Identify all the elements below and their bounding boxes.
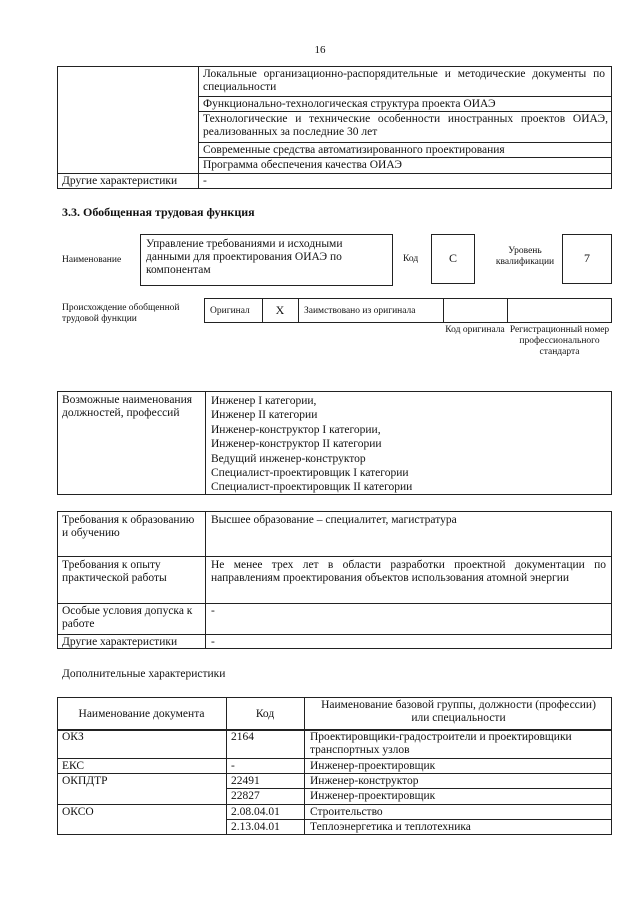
- reg-number-caption: Регистрационный номер профессионального стандарта: [509, 325, 610, 357]
- table-row-name: Инженер-проектировщик: [310, 790, 436, 802]
- position-item: Инженер II категории: [211, 409, 318, 422]
- original-mark: X: [275, 303, 285, 317]
- origin-label: Происхождение обобщенной трудовой функции: [62, 303, 180, 324]
- position-item: Инженер I категории,: [211, 395, 317, 407]
- table-row-code: 2.13.04.01: [231, 821, 280, 833]
- name-label: Наименование: [62, 255, 122, 265]
- table-row-code: 22827: [231, 790, 260, 802]
- position-item: Инженер-конструктор II категории: [211, 438, 382, 451]
- col-header-doc: Наименование документа: [78, 708, 205, 720]
- table-row-code: 2164: [231, 731, 254, 743]
- top-other-label: Другие характеристики: [62, 175, 178, 187]
- level-value: 7: [584, 251, 590, 265]
- additional-title: Дополнительные характеристики: [62, 668, 226, 680]
- col-header-name: Наименование базовой группы, должности (профессии) или специальности: [321, 699, 596, 724]
- position-item: Специалист-проектировщик I категории: [211, 467, 409, 480]
- position-item: Инженер-конструктор I категории,: [211, 423, 381, 436]
- table-row-name: Инженер-проектировщик: [310, 760, 436, 772]
- table-row-doc: ОКПДТР: [62, 775, 108, 787]
- req-other-value: -: [211, 636, 215, 648]
- table-row-code: 2.08.04.01: [231, 806, 280, 818]
- col-header-code: Код: [255, 708, 275, 720]
- positions-label: Возможные наименования должностей, профессий: [62, 394, 193, 419]
- req-education-value: Высшее образование – специалитет, магистратура: [211, 514, 457, 526]
- name-value: Управление требованиями и исходными данными для проектирования ОИАЭ по компонентам: [146, 238, 343, 276]
- table-row-doc: ОКЗ: [62, 731, 84, 743]
- top-row-2: Функционально-технологическая структура проекта ОИАЭ: [203, 98, 496, 110]
- req-experience-value: Не менее трех лет в области разработки проектной документации по направлениям проектирования объектов использования атомной энергии: [211, 559, 606, 584]
- table-row-code: -: [231, 760, 235, 772]
- section-title: 3.3. Обобщенная трудовая функция: [62, 205, 255, 219]
- top-other-value: -: [203, 175, 207, 187]
- table-row-doc: ЕКС: [62, 760, 85, 772]
- page-number: 16: [314, 44, 326, 56]
- table-row-name: Проектировщики-градостроители и проектировщики транспортных узлов: [310, 731, 572, 756]
- req-special-value: -: [211, 605, 215, 617]
- table-row-name: Строительство: [310, 806, 383, 818]
- top-row-4: Современные средства автоматизированного проектирования: [203, 144, 505, 156]
- level-label: Уровень квалификации: [495, 246, 555, 267]
- req-education-label: Требования к образованию и обучению: [62, 514, 195, 539]
- top-row-3: Технологические и технические особенности иностранных проектов ОИАЭ, реализованных за последние 30 лет: [203, 113, 608, 138]
- position-item: Специалист-проектировщик II категории: [211, 481, 413, 494]
- top-row-5: Программа обеспечения качества ОИАЭ: [203, 159, 402, 171]
- req-experience-label: Требования к опыту практической работы: [62, 559, 167, 584]
- req-other-label: Другие характеристики: [62, 636, 178, 648]
- table-row-name: Инженер-конструктор: [310, 775, 419, 787]
- original-label: Оригинал: [210, 306, 250, 316]
- table-row-name: Теплоэнергетика и теплотехника: [310, 821, 471, 833]
- code-original-caption: Код оригинала: [445, 325, 505, 335]
- code-value: С: [448, 251, 457, 265]
- borrowed-label: Заимствовано из оригинала: [304, 306, 416, 316]
- table-row-doc: ОКСО: [62, 806, 94, 818]
- positions-list: [211, 394, 606, 495]
- top-row-1-line: [203, 68, 605, 94]
- req-special-label: Особые условия допуска к работе: [62, 605, 193, 630]
- table-row-code: 22491: [231, 775, 260, 787]
- position-item: Ведущий инженер-конструктор: [211, 452, 366, 465]
- code-label: Код: [403, 254, 419, 264]
- top-row-1: Локальные организационно-распорядительные и методические документы по специальности: [203, 68, 605, 93]
